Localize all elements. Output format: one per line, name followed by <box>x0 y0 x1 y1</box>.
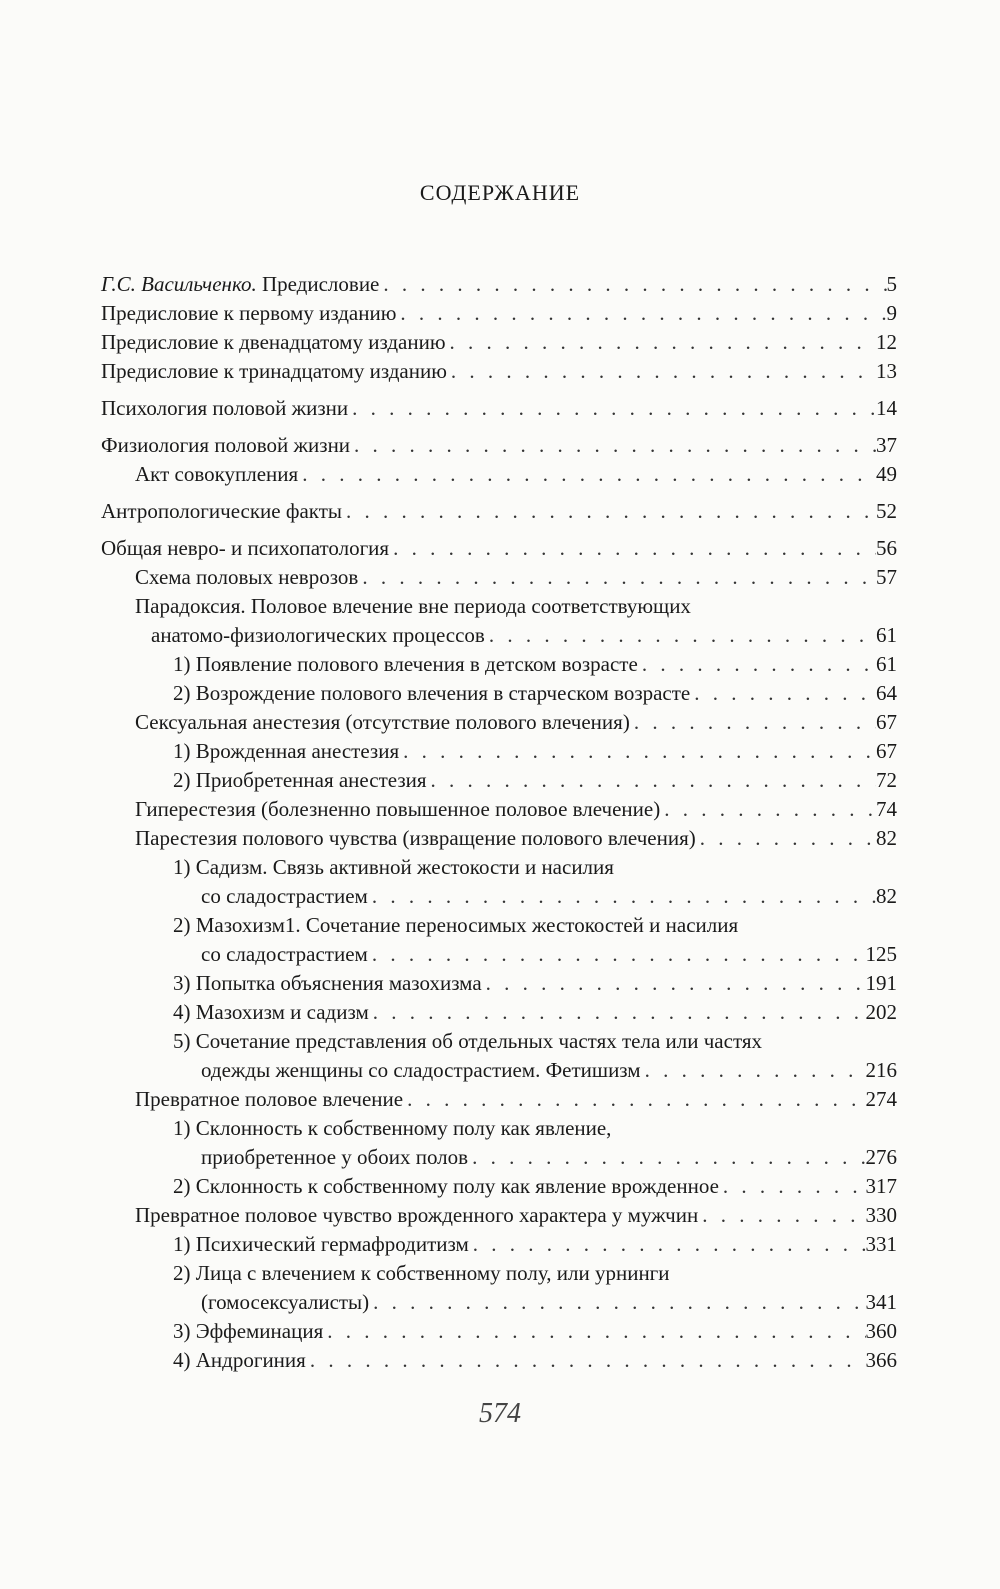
dot-leader <box>447 357 876 386</box>
toc-entry <box>101 431 897 460</box>
toc-entry-page: 67 <box>876 739 897 763</box>
toc-entry-label: Предисловие к двенадцатому изданию <box>101 328 446 357</box>
toc-entry-first-line <box>101 1259 897 1288</box>
page-number: 574 <box>479 1398 521 1429</box>
dot-leader <box>369 1288 865 1317</box>
toc-entry-page: 331 <box>865 1232 897 1256</box>
dot-leader <box>630 708 876 737</box>
toc-entry-page: 61 <box>876 652 897 676</box>
toc-entry <box>101 460 897 489</box>
toc-entry <box>101 1056 897 1085</box>
toc-entry <box>101 1230 897 1259</box>
toc-entry-page: 216 <box>865 1058 897 1082</box>
toc-entry-label: Физиология половой жизни <box>101 431 350 460</box>
toc-entry-label: Предисловие к тринадцатому изданию <box>101 357 447 386</box>
toc-entry-page: 360 <box>865 1319 897 1343</box>
dot-leader <box>342 497 876 526</box>
toc-entry-page: 125 <box>865 942 897 966</box>
toc-entry-page: 317 <box>865 1174 897 1198</box>
dot-leader <box>660 795 876 824</box>
toc-entry <box>101 563 897 592</box>
dot-leader <box>348 394 876 423</box>
toc-entry <box>101 1346 897 1375</box>
toc-entry-label: Предисловие к первому изданию <box>101 299 396 328</box>
toc-entry-label: 1) Появление полового влечения в детском возрасте <box>173 650 638 679</box>
dot-leader <box>350 431 876 460</box>
toc-entry-label: Парестезия полового чувства (извращение полового влечения) <box>135 824 696 853</box>
toc-entry-page: 274 <box>865 1087 897 1111</box>
toc-entry-label: 4) Андрогиния <box>173 1346 306 1375</box>
toc-entry-label: 1) Врожденная анестезия <box>173 737 399 766</box>
dot-leader <box>396 299 886 328</box>
dot-leader <box>641 1056 866 1085</box>
toc-entry <box>101 650 897 679</box>
toc-entry-page: 5 <box>886 272 897 296</box>
toc-entry-page: 12 <box>876 330 897 354</box>
toc-entry-label: 5) Сочетание представления об отдельных частях тела или частях <box>173 1027 762 1056</box>
toc-entry-label: 2) Лица с влечением к собственному полу, или урнинги <box>173 1259 670 1288</box>
toc-entry <box>101 1201 897 1230</box>
toc-entry-page: 9 <box>886 301 897 325</box>
toc-entry <box>101 394 897 423</box>
table-of-contents <box>101 270 897 1375</box>
toc-entry <box>101 998 897 1027</box>
toc-entry <box>101 1288 897 1317</box>
toc-entry <box>101 737 897 766</box>
toc-entry-label: Превратное половое влечение <box>135 1085 403 1114</box>
toc-entry-label: Парадоксия. Половое влечение вне периода соответствующих <box>135 592 691 621</box>
toc-entry-label: Антропологические факты <box>101 497 342 526</box>
toc-entry-label: Превратное половое чувство врожденного характера у мужчин <box>135 1201 698 1230</box>
toc-entry <box>101 357 897 386</box>
toc-entry-first-line <box>101 853 897 882</box>
toc-entry <box>101 766 897 795</box>
toc-entry-page: 276 <box>865 1145 897 1169</box>
toc-entry <box>101 824 897 853</box>
dot-leader <box>696 824 876 853</box>
toc-entry <box>101 328 897 357</box>
toc-entry-label: 2) Склонность к собственному полу как явление врожденное <box>173 1172 719 1201</box>
dot-leader <box>690 679 876 708</box>
toc-entry <box>101 299 897 328</box>
toc-entry-page: 61 <box>876 623 897 647</box>
toc-entry-page: 82 <box>876 884 897 908</box>
dot-leader <box>482 969 866 998</box>
toc-entry-label: 2) Приобретенная анестезия <box>173 766 427 795</box>
toc-entry <box>101 1085 897 1114</box>
toc-entry <box>101 497 897 526</box>
toc-entry-label: 1) Садизм. Связь активной жестокости и насилия <box>173 853 614 882</box>
dot-leader <box>427 766 876 795</box>
toc-entry <box>101 1143 897 1172</box>
toc-entry-page: 49 <box>876 462 897 486</box>
toc-entry-label-continued: анатомо-физиологических процессов <box>151 621 485 650</box>
dot-leader <box>379 270 886 299</box>
toc-entry-page: 37 <box>876 433 897 457</box>
dot-leader <box>369 998 866 1027</box>
toc-entry <box>101 940 897 969</box>
dot-leader <box>298 460 876 489</box>
toc-entry-page: 67 <box>876 710 897 734</box>
toc-entry-label-continued: со сладострастием <box>201 882 368 911</box>
dot-leader <box>468 1143 865 1172</box>
toc-entry <box>101 1317 897 1346</box>
toc-entry-first-line <box>101 911 897 940</box>
toc-entry <box>101 795 897 824</box>
toc-entry-page: 341 <box>865 1290 897 1314</box>
toc-entry-label: 1) Склонность к собственному полу как явление, <box>173 1114 611 1143</box>
toc-entry-label: 3) Эффеминация <box>173 1317 323 1346</box>
toc-entry-first-line <box>101 1027 897 1056</box>
toc-entry-first-line <box>101 1114 897 1143</box>
dot-leader <box>368 882 876 911</box>
toc-entry <box>101 969 897 998</box>
dot-leader <box>399 737 876 766</box>
toc-entry <box>101 708 897 737</box>
dot-leader <box>403 1085 865 1114</box>
toc-entry-first-line <box>101 592 897 621</box>
toc-entry-page: 330 <box>865 1203 897 1227</box>
toc-entry-label: Гиперестезия (болезненно повышенное половое влечение) <box>135 795 660 824</box>
toc-entry-label: Общая невро- и психопатология <box>101 534 389 563</box>
toc-entry-label: Акт совокупления <box>135 460 298 489</box>
page-title: СОДЕРЖАНИЕ <box>419 180 581 205</box>
dot-leader <box>638 650 876 679</box>
toc-entry-label: 2) Возрождение полового влечения в старческом возрасте <box>173 679 690 708</box>
dot-leader <box>485 621 876 650</box>
toc-entry-page: 13 <box>876 359 897 383</box>
toc-entry-page: 366 <box>865 1348 897 1372</box>
toc-entry-label: 3) Попытка объяснения мазохизма <box>173 969 482 998</box>
toc-entry <box>101 882 897 911</box>
toc-entry-page: 14 <box>876 396 897 420</box>
toc-entry-author: Г.С. Васильченко. <box>101 272 257 296</box>
toc-entry-page: 57 <box>876 565 897 589</box>
toc-entry <box>101 534 897 563</box>
toc-entry <box>101 270 897 299</box>
toc-entry-label: 4) Мазохизм и садизм <box>173 998 369 1027</box>
toc-entry <box>101 1172 897 1201</box>
toc-entry-page: 52 <box>876 499 897 523</box>
toc-entry-label-continued: со сладострастием <box>201 940 368 969</box>
toc-entry-label: Схема половых неврозов <box>135 563 358 592</box>
toc-entry-page: 72 <box>876 768 897 792</box>
toc-entry-label-continued: одежды женщины со сладострастием. Фетишизм <box>201 1056 641 1085</box>
dot-leader <box>306 1346 866 1375</box>
dot-leader <box>389 534 876 563</box>
dot-leader <box>368 940 866 969</box>
dot-leader <box>698 1201 865 1230</box>
toc-entry-page: 82 <box>876 826 897 850</box>
toc-entry-label-continued: приобретенное у обоих полов <box>201 1143 468 1172</box>
toc-entry-label: Г.С. Васильченко. Предисловие <box>101 270 379 299</box>
toc-entry-label-continued: (гомосексуалисты) <box>201 1288 369 1317</box>
toc-entry-label: 2) Мазохизм1. Сочетание переносимых жестокостей и насилия <box>173 911 738 940</box>
toc-entry-label: 1) Психический гермафродитизм <box>173 1230 469 1259</box>
toc-entry <box>101 679 897 708</box>
toc-entry-page: 202 <box>865 1000 897 1024</box>
dot-leader <box>469 1230 866 1259</box>
dot-leader <box>446 328 876 357</box>
dot-leader <box>323 1317 865 1346</box>
toc-entry-label: Психология половой жизни <box>101 394 348 423</box>
toc-entry-page: 191 <box>865 971 897 995</box>
dot-leader <box>358 563 876 592</box>
toc-entry <box>101 621 897 650</box>
toc-entry-page: 56 <box>876 536 897 560</box>
toc-entry-label: Сексуальная анестезия (отсутствие полового влечения) <box>135 708 630 737</box>
toc-entry-page: 74 <box>876 797 897 821</box>
dot-leader <box>719 1172 866 1201</box>
toc-entry-page: 64 <box>876 681 897 705</box>
